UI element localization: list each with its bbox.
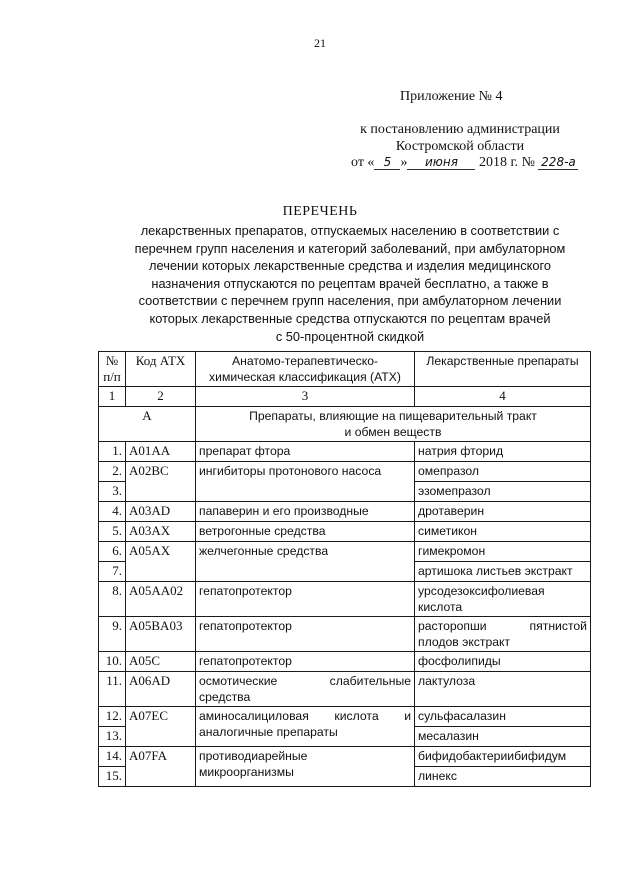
- group-code: А: [99, 407, 196, 442]
- row-code: A05AA02: [126, 582, 196, 617]
- row-number: 3.: [99, 482, 126, 502]
- decree-date-line: [351, 155, 578, 171]
- row-classification: [196, 747, 415, 787]
- document-title: ПЕРЕЧЕНЬ: [282, 204, 358, 219]
- header-code: Код АТХ: [126, 352, 196, 387]
- row-classification: гепатопротектор: [196, 582, 415, 617]
- row-classification-line-1: аминосалициловая кислота и: [199, 709, 411, 723]
- row-drug: дротаверин: [415, 502, 591, 522]
- row-classification: препарат фтора: [196, 442, 415, 462]
- table-row: [99, 672, 591, 707]
- date-mid: »: [400, 155, 408, 170]
- header-classification: [196, 352, 415, 387]
- table-row: [99, 617, 591, 652]
- row-classification-line-2: микроорганизмы: [199, 765, 294, 779]
- subtitle-line: которых лекарственные средства отпускаются по рецептам врачей: [149, 310, 551, 326]
- row-code: A01AA: [126, 442, 196, 462]
- column-number: 2: [126, 387, 196, 407]
- row-drug-line-2: плодов экстракт: [418, 635, 511, 649]
- row-number: 1.: [99, 442, 126, 462]
- row-classification: папаверин и его производные: [196, 502, 415, 522]
- row-number: 6.: [99, 542, 126, 562]
- row-number: 15.: [99, 767, 126, 787]
- row-code: A05AX: [126, 542, 196, 582]
- row-drug-line-2: кислота: [418, 600, 463, 614]
- subtitle-line: перечнем групп населения и категорий заболеваний, при амбулаторном: [134, 240, 566, 256]
- row-classification: гепатопротектор: [196, 652, 415, 672]
- subtitle-line: соответствии с перечнем групп населения, при амбулаторном лечении: [138, 293, 562, 309]
- row-drug: сульфасалазин: [415, 707, 591, 727]
- row-drug: симетикон: [415, 522, 591, 542]
- header-drugs: Лекарственные препараты: [415, 352, 591, 387]
- row-drug: лактулоза: [415, 672, 591, 707]
- row-drug: омепразол: [415, 462, 591, 482]
- row-classification: [196, 707, 415, 747]
- column-number: 1: [99, 387, 126, 407]
- subtitle-line: назначения отпускаются по рецептам врачей бесплатно, а также в: [151, 275, 549, 291]
- column-number: 4: [415, 387, 591, 407]
- group-row: [99, 407, 591, 442]
- row-number: 2.: [99, 462, 126, 482]
- group-name: [196, 407, 591, 442]
- row-classification: гепатопротектор: [196, 617, 415, 652]
- row-number: 11.: [99, 672, 126, 707]
- row-drug-line-1: расторопши пятнистой: [418, 619, 587, 633]
- table-header-row: [99, 352, 591, 387]
- row-number: 8.: [99, 582, 126, 617]
- table-row: [99, 582, 591, 617]
- row-code: A03AX: [126, 522, 196, 542]
- page-number: 21: [314, 36, 326, 50]
- header-number-line-1: №: [105, 353, 119, 368]
- row-classification: [196, 672, 415, 707]
- table-row: [99, 522, 591, 542]
- table-row: [99, 542, 591, 562]
- table-row: [99, 707, 591, 727]
- header-classification-line-1: Анатомо-терапевтическо-: [231, 354, 379, 368]
- row-classification-line-2: аналогичные препараты: [199, 725, 338, 739]
- decree-number: 228-а: [538, 155, 578, 170]
- row-drug: бифидобактериибифидум: [415, 747, 591, 767]
- table-row: [99, 462, 591, 482]
- row-code: A07EC: [126, 707, 196, 747]
- table-row: [99, 502, 591, 522]
- row-code: A05BA03: [126, 617, 196, 652]
- row-drug: месалазин: [415, 727, 591, 747]
- header-classification-line-2: химическая классификация (АТХ): [209, 370, 401, 384]
- row-code: A07FA: [126, 747, 196, 787]
- row-number: 10.: [99, 652, 126, 672]
- row-drug: артишока листьев экстракт: [415, 562, 591, 582]
- row-classification: ветрогонные средства: [196, 522, 415, 542]
- row-number: 5.: [99, 522, 126, 542]
- decree-line-2: Костромской области: [395, 139, 525, 154]
- row-classification: желчегонные средства: [196, 542, 415, 582]
- row-classification: ингибиторы протонового насоса: [196, 462, 415, 502]
- table-row: [99, 652, 591, 672]
- group-name-line-1: Препараты, влияющие на пищеварительный тракт: [249, 409, 537, 423]
- column-numbers-row: [99, 387, 591, 407]
- row-classification-line-2: средства: [199, 690, 251, 704]
- column-number: 3: [196, 387, 415, 407]
- row-code: A03AD: [126, 502, 196, 522]
- row-number: 9.: [99, 617, 126, 652]
- row-drug-line-1: урсодезоксифолиевая: [418, 584, 545, 598]
- row-drug: эзомепразол: [415, 482, 591, 502]
- row-number: 14.: [99, 747, 126, 767]
- decree-reference: [348, 121, 572, 155]
- header-number: [99, 352, 126, 387]
- row-number: 4.: [99, 502, 126, 522]
- subtitle-line: с 50-процентной скидкой: [275, 328, 425, 344]
- row-drug: фосфолипиды: [415, 652, 591, 672]
- document-subtitle: [110, 222, 590, 345]
- group-name-line-2: и обмен веществ: [344, 425, 442, 439]
- table-row: [99, 442, 591, 462]
- subtitle-line: лекарственных препаратов, отпускаемых населению в соответствии с: [140, 223, 560, 238]
- decree-year: 2018 г. №: [478, 155, 535, 170]
- header-number-line-2: п/п: [103, 369, 121, 384]
- decree-day: 5: [374, 155, 400, 170]
- row-drug: линекс: [415, 767, 591, 787]
- row-code: A02BC: [126, 462, 196, 502]
- row-code: A06AD: [126, 672, 196, 707]
- drug-list-table: [98, 351, 591, 787]
- row-drug: [415, 617, 591, 652]
- appendix-heading: Приложение № 4: [400, 89, 503, 104]
- row-drug: натрия фторид: [415, 442, 591, 462]
- row-number: 12.: [99, 707, 126, 727]
- date-prefix: от «: [351, 155, 375, 170]
- decree-month: июня: [407, 155, 475, 170]
- decree-line-1: к постановлению администрации: [360, 122, 560, 137]
- subtitle-line: лечении которых лекарственные средства и изделия медицинского: [149, 258, 551, 274]
- row-classification-line-1: осмотические слабительные: [199, 674, 411, 688]
- row-drug: [415, 582, 591, 617]
- row-number: 13.: [99, 727, 126, 747]
- row-drug: гимекромон: [415, 542, 591, 562]
- row-number: 7.: [99, 562, 126, 582]
- table-row: [99, 747, 591, 767]
- row-code: A05C: [126, 652, 196, 672]
- row-classification-line-1: противодиарейные: [199, 749, 308, 763]
